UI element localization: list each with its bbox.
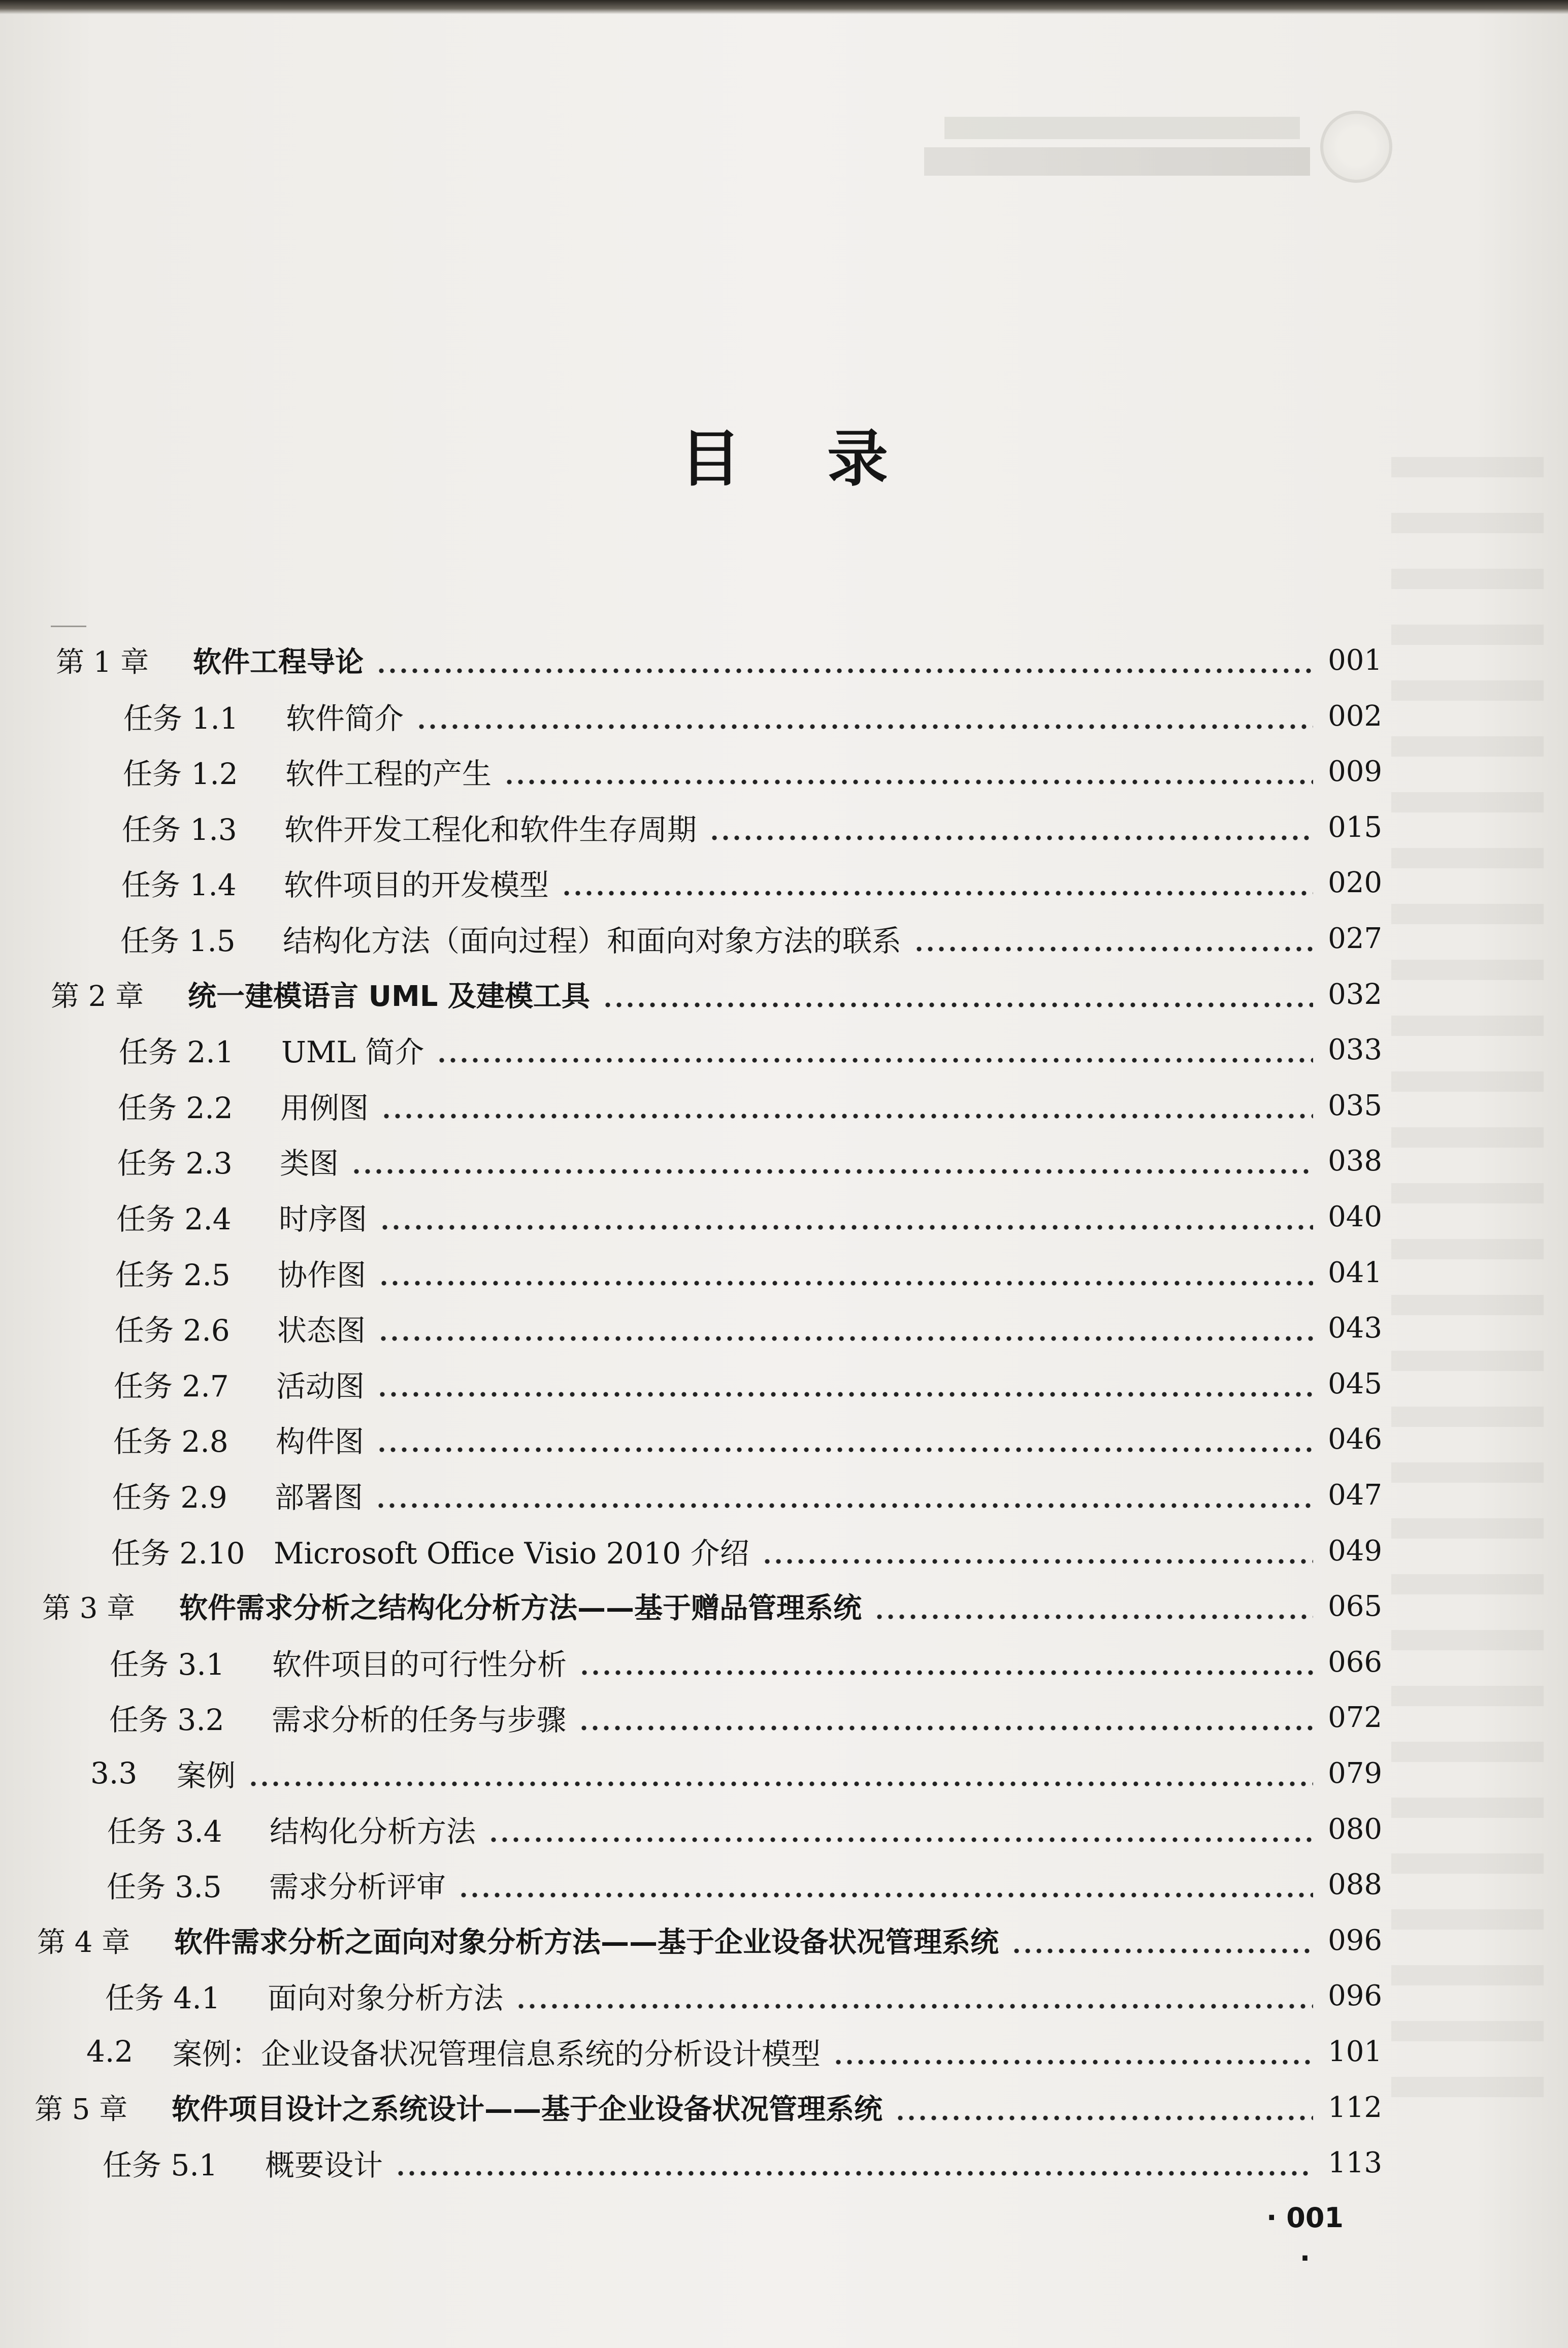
toc-entry-number: 任务 3.1 [110,1647,225,1682]
toc-entry-page: 045 [1328,1367,1382,1400]
toc-entry-row [123,693,1382,739]
dot-leader [515,1980,1313,2011]
toc-entry-title: 用例图 [280,1091,369,1125]
dot-leader [378,1257,1313,1288]
toc-entry-row [111,1528,1382,1574]
toc-entry-page: 020 [1328,866,1382,899]
toc-entry-title: 状态图 [277,1313,366,1348]
dot-leader [377,1368,1313,1399]
toc-entry-row [112,1472,1382,1518]
toc-entry-number: 任务 1.4 [121,868,237,902]
toc-entry-number: 任务 2.9 [112,1480,227,1515]
toc-entry-page: 046 [1328,1422,1382,1456]
toc-entry-title: 概要设计 [265,2148,383,2182]
toc-entry-title: 软件项目设计之系统设计——基于企业设备状况管理系统 [172,2093,883,2126]
toc-entry-page: 009 [1328,755,1382,788]
toc-entry-page: 080 [1328,1812,1382,1846]
toc-entry-number: 任务 2.2 [118,1091,233,1125]
dot-leader [376,1424,1313,1454]
dot-leader [709,812,1313,842]
toc-entry-number: 第 5 章 [35,2093,128,2126]
dot-leader [381,1090,1313,1121]
toc-entry-page: 043 [1328,1311,1382,1345]
toc-entry-title: 软件工程的产生 [285,757,492,791]
toc-entry-row [90,1750,1382,1796]
page-number-footer: · 001 · [1266,2202,1344,2274]
toc-entry-number: 任务 2.7 [114,1369,229,1404]
dot-leader [504,756,1313,787]
toc-entry-title: 软件需求分析之面向对象分析方法——基于企业设备状况管理系统 [174,1926,999,1959]
dot-leader [578,1702,1313,1733]
toc-entry-number: 任务 2.3 [117,1146,233,1181]
toc-entry-title: 案例 [177,1758,236,1793]
toc-entry-row [113,1416,1382,1462]
toc-entry-row [116,1194,1382,1240]
toc-entry-row [122,804,1382,850]
toc-entry-title: 结构化方法（面向过程）和面向对象方法的联系 [283,924,902,958]
toc-entry-row [121,860,1382,905]
dot-leader [561,867,1313,898]
toc-entry-number: 第 1 章 [56,646,149,679]
toc-entry-row [115,1305,1382,1351]
dot-leader [488,1814,1313,1844]
toc-entry-number: 任务 2.4 [116,1202,232,1236]
toc-entry-page: 032 [1328,977,1382,1011]
toc-entry-title: 案例：企业设备状况管理信息系统的分析设计模型 [173,2037,821,2071]
toc-entry-page: 041 [1328,1256,1382,1289]
toc-entry-title: 协作图 [278,1258,367,1292]
toc-entry-number: 任务 2.5 [115,1258,231,1292]
toc-entry-title: 时序图 [279,1202,368,1236]
toc-entry-page: 066 [1328,1645,1382,1679]
toc-entry-page: 072 [1328,1701,1382,1734]
toc-entry-page: 047 [1328,1478,1382,1512]
toc-entry-title: 软件项目的开发模型 [284,868,549,902]
dot-leader [416,701,1313,731]
toc-entry-number: 第 2 章 [51,980,144,1013]
dot-leader [378,1313,1313,1343]
toc-entry-title: 软件项目的可行性分析 [272,1647,567,1682]
toc-entry-number: 任务 1.2 [123,757,238,791]
toc-entry-row [109,1694,1382,1740]
toc-entry-number: 任务 2.6 [115,1313,230,1348]
toc-entry-title: 软件需求分析之结构化分析方法——基于赠品管理系统 [179,1592,862,1625]
dot-leader [1011,1925,1313,1955]
toc-chapter-row [35,2084,1382,2130]
toc-entry-number: 任务 3.4 [107,1814,222,1849]
toc-entry-number: 任务 1.5 [120,924,236,958]
toc-chapter-row [56,637,1382,683]
toc-entry-number: 任务 2.10 [111,1536,245,1571]
toc-entry-title: 统一建模语言 UML 及建模工具 [188,980,590,1013]
toc-entry-title: UML 简介 [281,1035,424,1069]
toc-entry-page: 027 [1328,922,1382,955]
toc-entry-page: 015 [1328,810,1382,844]
toc-entry-title: 需求分析评审 [269,1870,446,1904]
toc-entry-page: 112 [1328,2091,1382,2124]
toc-entry-page: 033 [1328,1033,1382,1066]
toc-entry-number: 任务 5.1 [103,2148,218,2182]
dot-leader [895,2092,1313,2123]
toc-entry-title: 面向对象分析方法 [268,1981,504,2015]
toc-entry-page: 001 [1328,643,1382,677]
toc-entry-row [110,1639,1382,1685]
toc-entry-number: 任务 3.2 [109,1703,224,1737]
toc-entry-number: 任务 2.1 [119,1035,234,1069]
toc-entry-page: 049 [1328,1534,1382,1568]
toc-entry-row [115,1250,1382,1295]
toc-entry-number: 任务 4.1 [105,1981,220,2015]
toc-entry-page: 096 [1328,1979,1382,2012]
toc-entry-title: 类图 [280,1146,339,1181]
toc-entry-number: 任务 3.5 [107,1870,222,1904]
toc-entry-row [118,1083,1382,1128]
toc-entry-number: 第 4 章 [37,1926,130,1959]
dot-leader [874,1591,1313,1621]
dot-leader [913,923,1313,954]
toc-entry-title: Microsoft Office Visio 2010 介绍 [274,1536,749,1571]
toc-entry-row [107,1806,1382,1852]
toc-entry-page: 002 [1328,699,1382,733]
toc-entry-row [105,1973,1382,2018]
dot-leader [376,645,1313,675]
toc-entry-page: 113 [1328,2146,1382,2179]
dot-leader [762,1536,1313,1566]
toc-entry-row [117,1138,1382,1184]
toc-entry-title: 软件工程导论 [193,646,364,679]
dot-leader [248,1758,1313,1788]
toc-entry-number: 4.2 [86,2034,134,2069]
toc-entry-page: 040 [1328,1200,1382,1233]
toc-entry-number: 任务 1.1 [123,701,239,736]
toc-chapter-row [51,971,1382,1017]
toc-entry-row [119,1027,1382,1072]
dot-leader [379,1201,1313,1232]
dot-leader [458,1869,1313,1900]
toc-entry-page: 101 [1328,2035,1382,2068]
dot-leader [833,2036,1313,2067]
toc-entry-page: 035 [1328,1089,1382,1122]
toc-entry-title: 软件开发工程化和软件生存周期 [284,812,697,847]
dot-leader [579,1647,1313,1677]
toc-entry-number: 3.3 [90,1756,138,1790]
toc-entry-row [103,2140,1382,2186]
toc-entry-row [114,1361,1382,1407]
toc-entry-title: 构件图 [276,1424,365,1459]
toc-entry-page: 096 [1328,1923,1382,1957]
toc-entry-title: 部署图 [275,1480,364,1515]
page-title: 目录 [680,424,974,495]
toc-entry-page: 088 [1328,1868,1382,1901]
dot-leader [436,1034,1313,1065]
toc-entry-row [86,2029,1382,2074]
dot-leader [375,1480,1313,1510]
toc-entry-number: 任务 2.8 [113,1424,228,1459]
dot-leader [351,1146,1313,1176]
toc-entry-title: 结构化分析方法 [270,1814,476,1849]
toc-entry-row [123,748,1382,794]
dot-leader [602,979,1313,1009]
toc-entry-page: 065 [1328,1589,1382,1623]
toc-chapter-row [42,1583,1382,1629]
toc-entry-row [107,1862,1382,1907]
toc-entry-page: 038 [1328,1144,1382,1178]
toc-chapter-row [37,1917,1382,1963]
toc-entry-title: 需求分析的任务与步骤 [272,1703,567,1737]
toc-entry-number: 任务 1.3 [122,812,237,847]
toc-entry-row [120,916,1382,961]
dot-leader [395,2147,1313,2178]
toc-entry-number: 第 3 章 [42,1592,136,1625]
toc-entry-title: 活动图 [276,1369,365,1404]
toc-entry-title: 软件简介 [286,701,404,736]
toc-entry-page: 079 [1328,1756,1382,1790]
